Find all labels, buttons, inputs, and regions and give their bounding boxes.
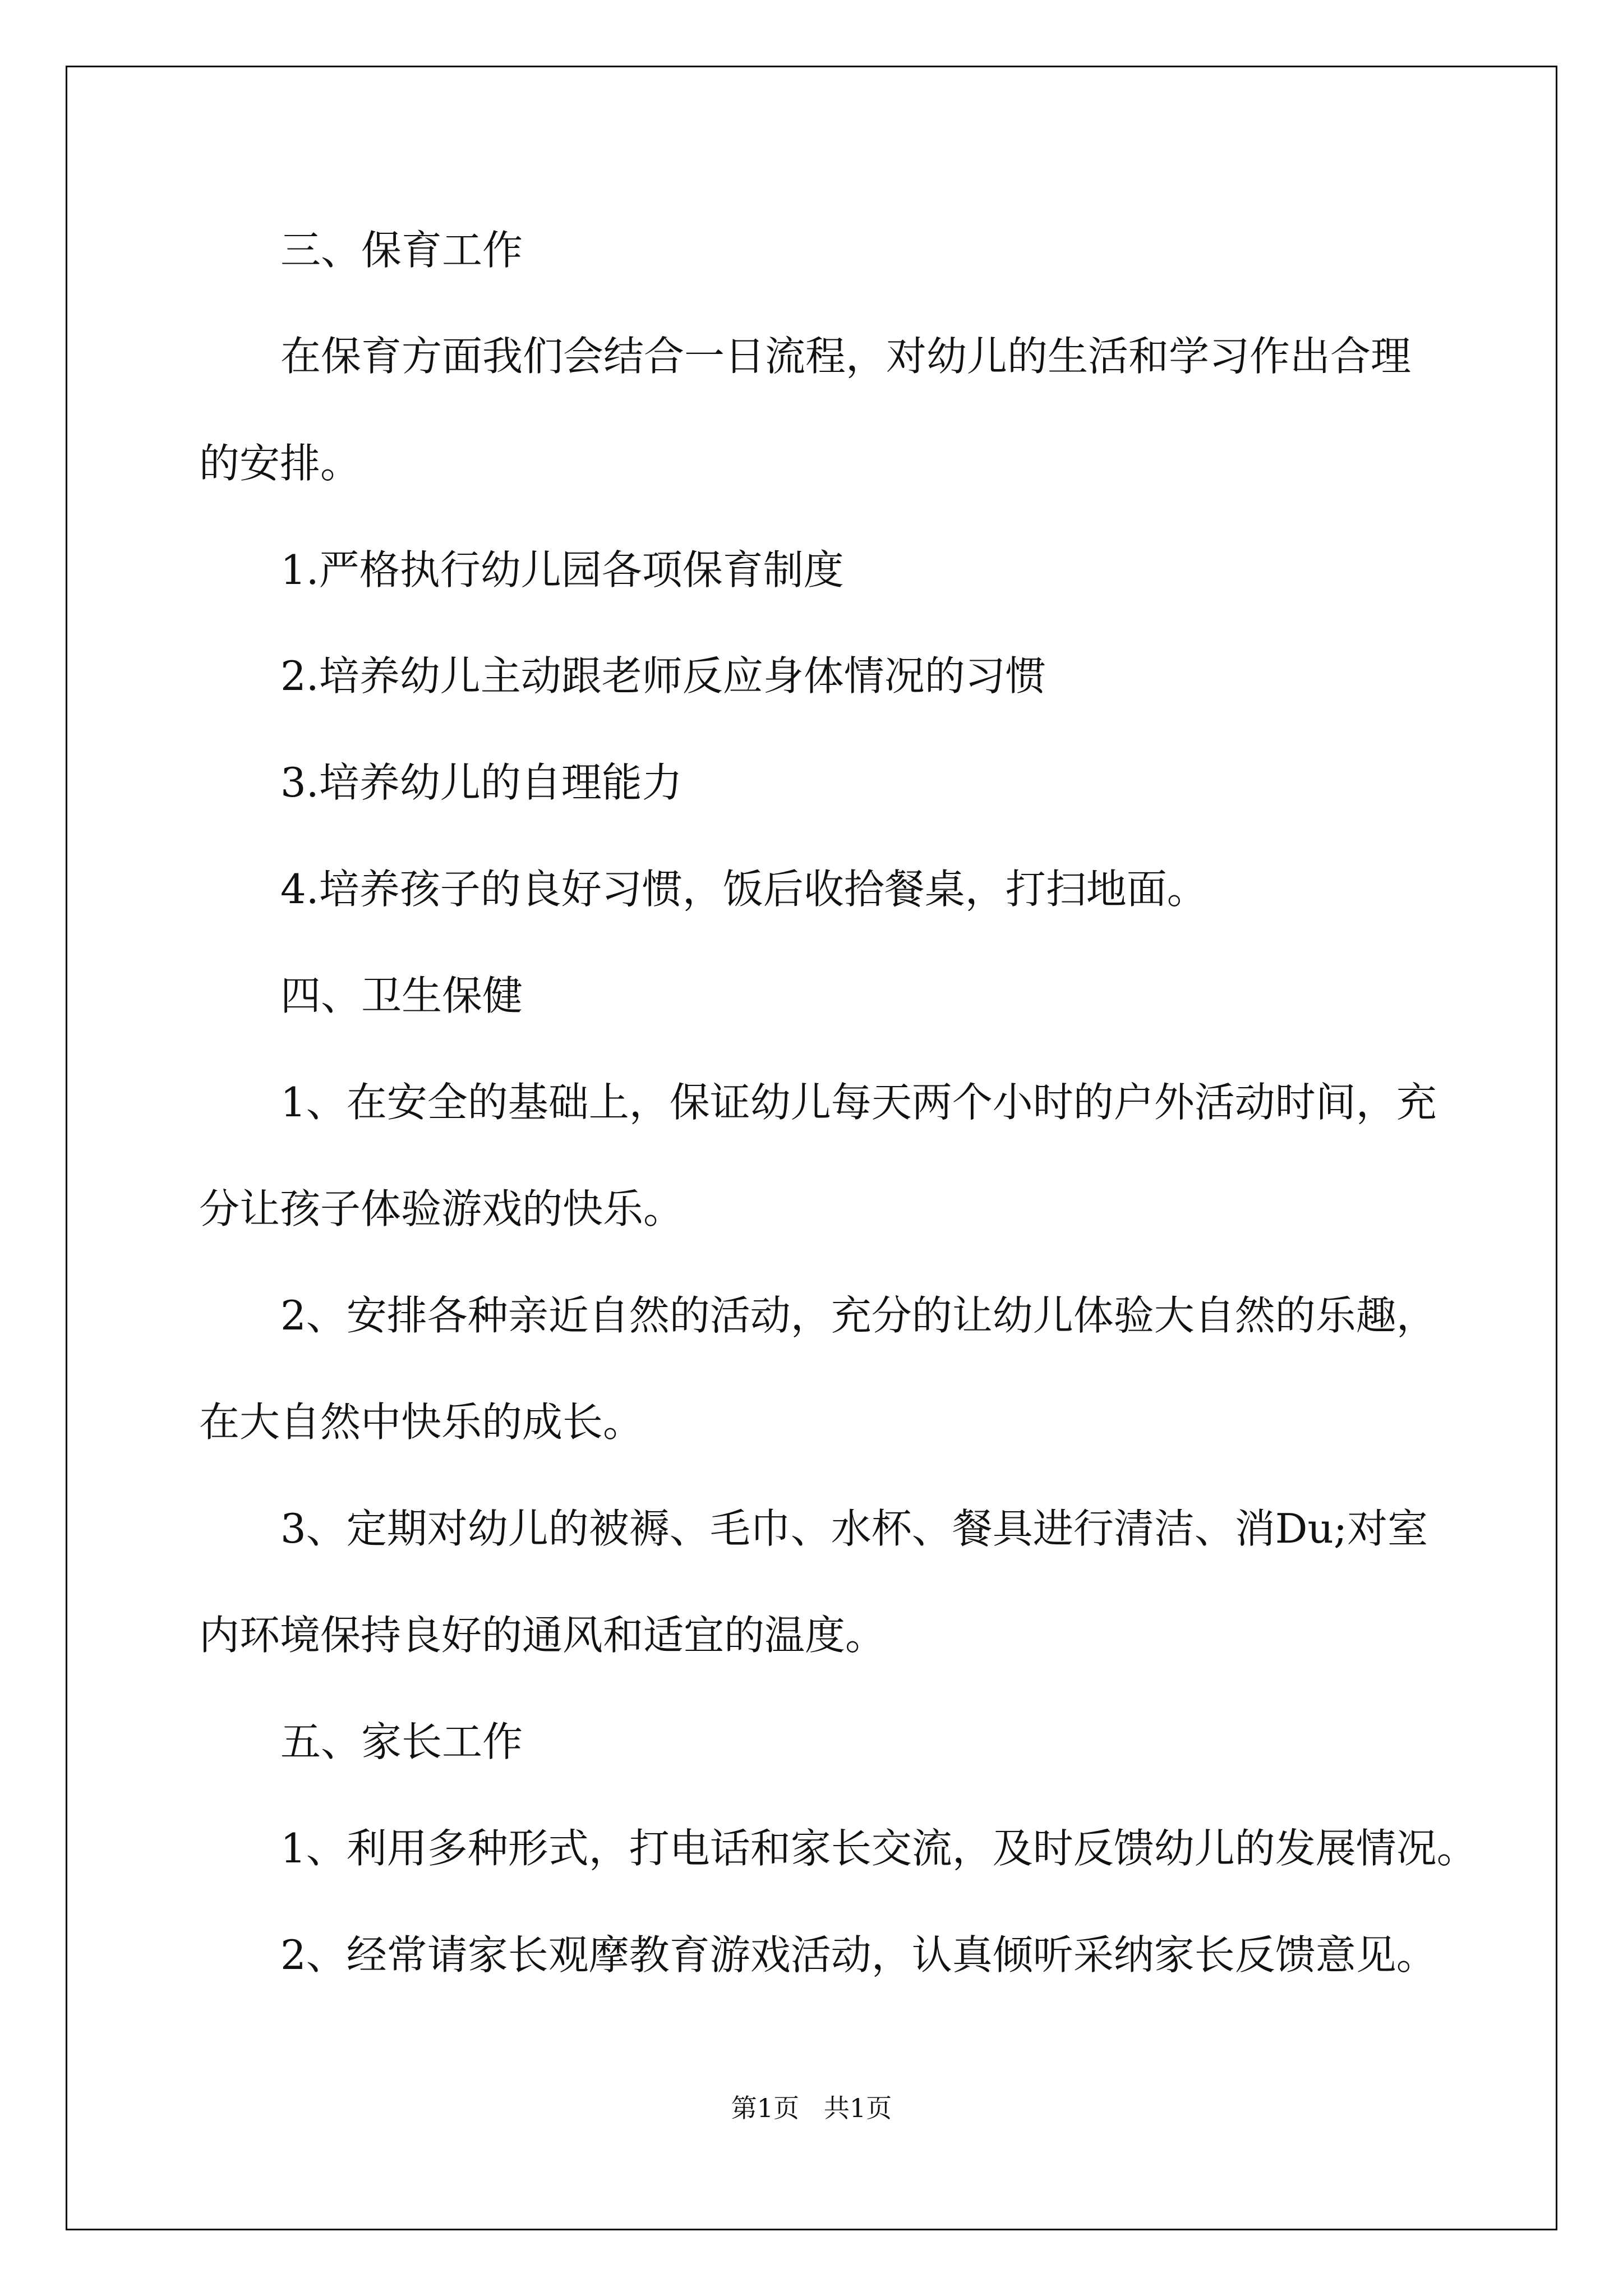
list-item: 3、定期对幼儿的被褥、毛巾、水杯、餐具进行清洁、消Du;对室 (280, 1505, 1428, 1552)
list-item: 2.培养幼儿主动跟老师反应身体情况的习惯 (280, 652, 1046, 700)
paragraph-line: 在保育方面我们会结合一日流程，对幼儿的生活和学习作出合理 (280, 333, 1412, 380)
paragraph-line: 的安排。 (199, 440, 361, 487)
list-item: 3.培养幼儿的自理能力 (280, 759, 683, 806)
list-item: 1、在安全的基础上，保证幼儿每天两个小时的户外活动时间，充 (280, 1079, 1437, 1126)
page-number-footer: 第1页 共1页 (731, 2093, 892, 2123)
list-item-continuation: 在大自然中快乐的成长。 (199, 1398, 644, 1446)
heading-health-care: 四、卫生保健 (280, 972, 523, 1019)
heading-parent-work: 五、家长工作 (280, 1718, 523, 1765)
heading-care-work: 三、保育工作 (280, 227, 523, 274)
list-item: 1.严格执行幼儿园各项保育制度 (280, 546, 844, 593)
list-item: 2、安排各种亲近自然的活动，充分的让幼儿体验大自然的乐趣， (280, 1292, 1437, 1339)
list-item: 4.培养孩子的良好习惯，饭后收拾餐桌，打扫地面。 (280, 866, 1207, 913)
list-item-continuation: 分让孩子体验游戏的快乐。 (199, 1185, 684, 1232)
list-item-continuation: 内环境保持良好的通风和适宜的温度。 (199, 1612, 886, 1659)
list-item: 2、经常请家长观摩教育游戏活动，认真倾听采纳家长反馈意见。 (280, 1931, 1437, 1978)
page-border (66, 66, 1557, 2230)
list-item: 1、利用多种形式，打电话和家长交流，及时反馈幼儿的发展情况。 (280, 1825, 1477, 1872)
